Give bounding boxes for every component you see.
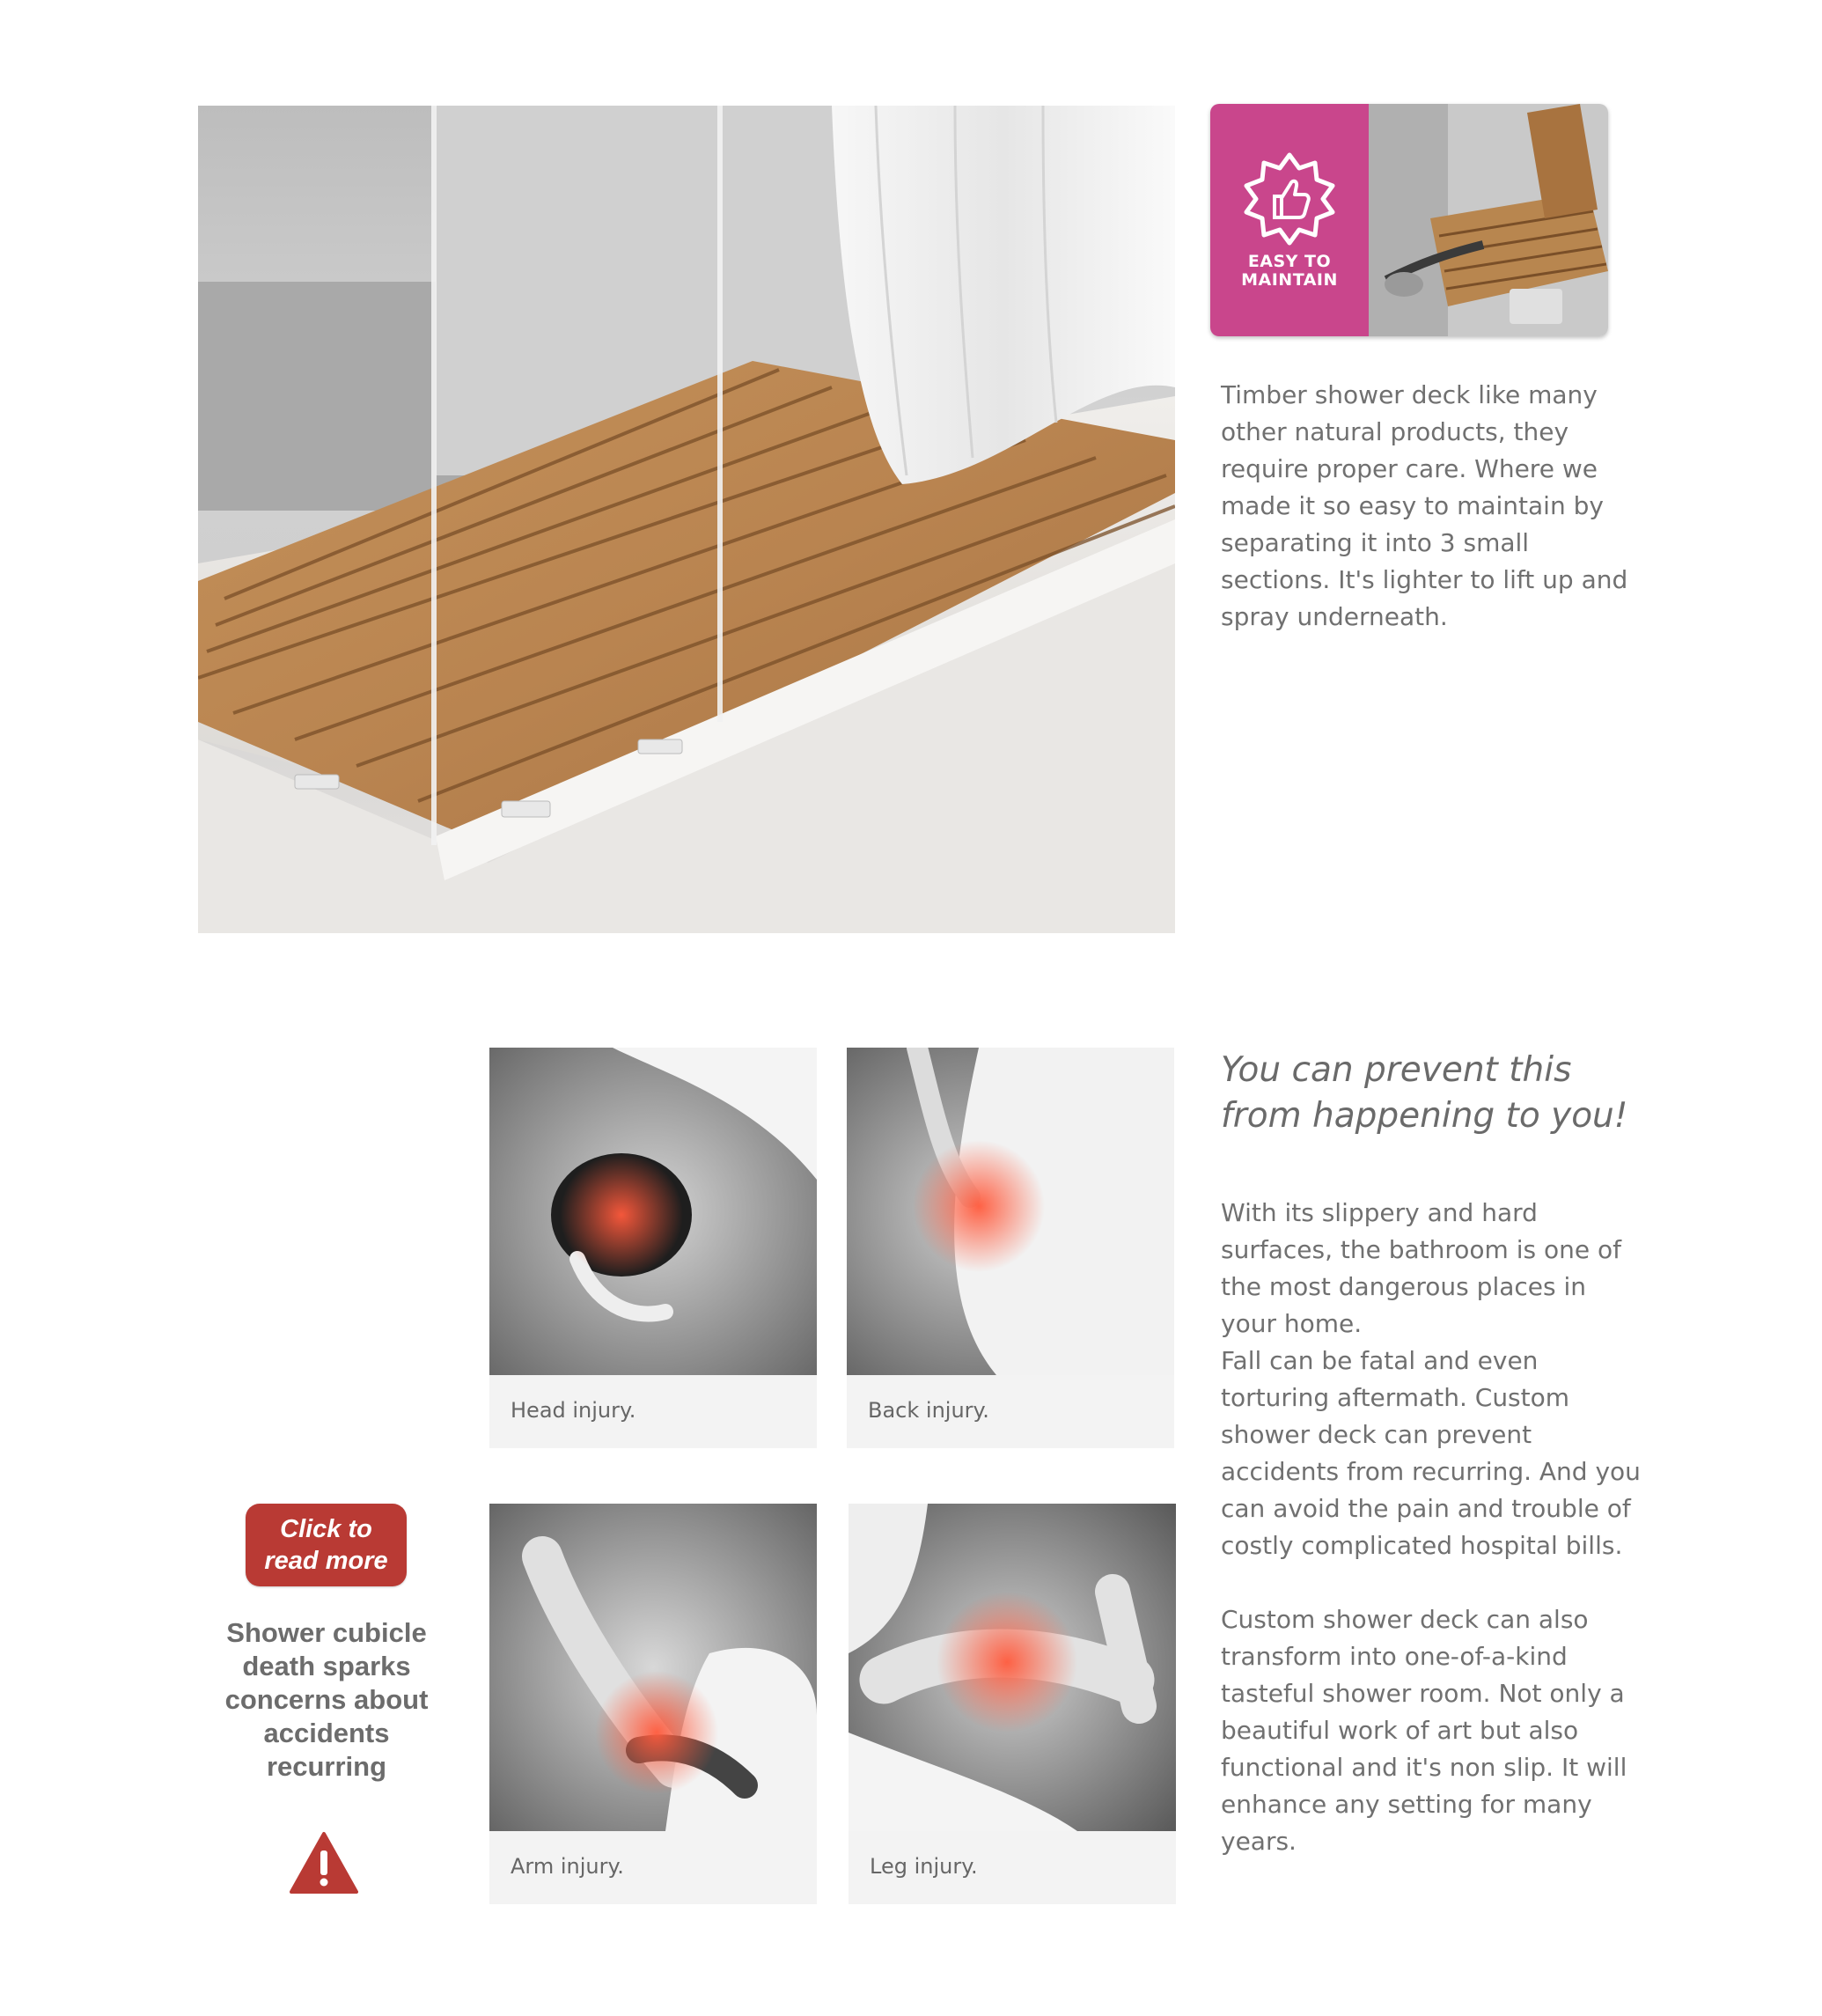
shower-deck-illustration [198,106,1175,933]
thumbs-up-icon [1241,151,1338,247]
prevent-heading: You can prevent this from happening to you! [1221,1050,1628,1136]
read-more-button[interactable]: Click to read more [246,1504,407,1586]
arm-injury-photo [489,1504,817,1831]
injury-caption: Arm injury. [511,1854,624,1879]
badge-panel [1210,104,1369,336]
prevent-paragraph: With its slippery and hard surfaces, the bathroom is one of the most dangerous places in your home. [1221,1198,1621,1338]
hero-shower-image [198,106,1175,933]
badge-label: EASY TO MAINTAIN [1241,252,1338,290]
injury-caption: Back injury. [868,1398,989,1423]
prevent-paragraph: Fall can be fatal and even torturing aftermath. Custom shower deck can prevent accidents from recurring. And you can avoid the pain and trouble of costly complicated hospital bills. [1221,1346,1641,1560]
easy-to-maintain-badge [1210,104,1608,336]
leg-injury-photo [849,1504,1176,1831]
back-injury-photo [847,1048,1174,1375]
injury-card-back [847,1048,1174,1448]
injury-card-arm [489,1504,817,1904]
maintenance-photo [1369,104,1608,336]
injury-caption: Leg injury. [870,1854,978,1879]
injury-card-leg [849,1504,1176,1904]
news-headline-link[interactable]: Shower cubicle death sparks concerns about accidents recurring [224,1617,429,1782]
injury-caption: Head injury. [511,1398,636,1423]
prevent-paragraph: Custom shower deck can also transform into one-of-a-kind tasteful shower room. Not only a beautiful work of art but also functional and it's non slip. It will enhance any setting for many years. [1221,1605,1627,1856]
maintenance-description: Timber shower deck like many other natural products, they require proper care. Where we made it so easy to maintain by separating it into 3 small sections. It's lighter to lift up and spray underneath. [1221,380,1628,631]
warning-triangle-icon [290,1831,358,1895]
injury-card-head [489,1048,817,1448]
head-injury-photo [489,1048,817,1375]
